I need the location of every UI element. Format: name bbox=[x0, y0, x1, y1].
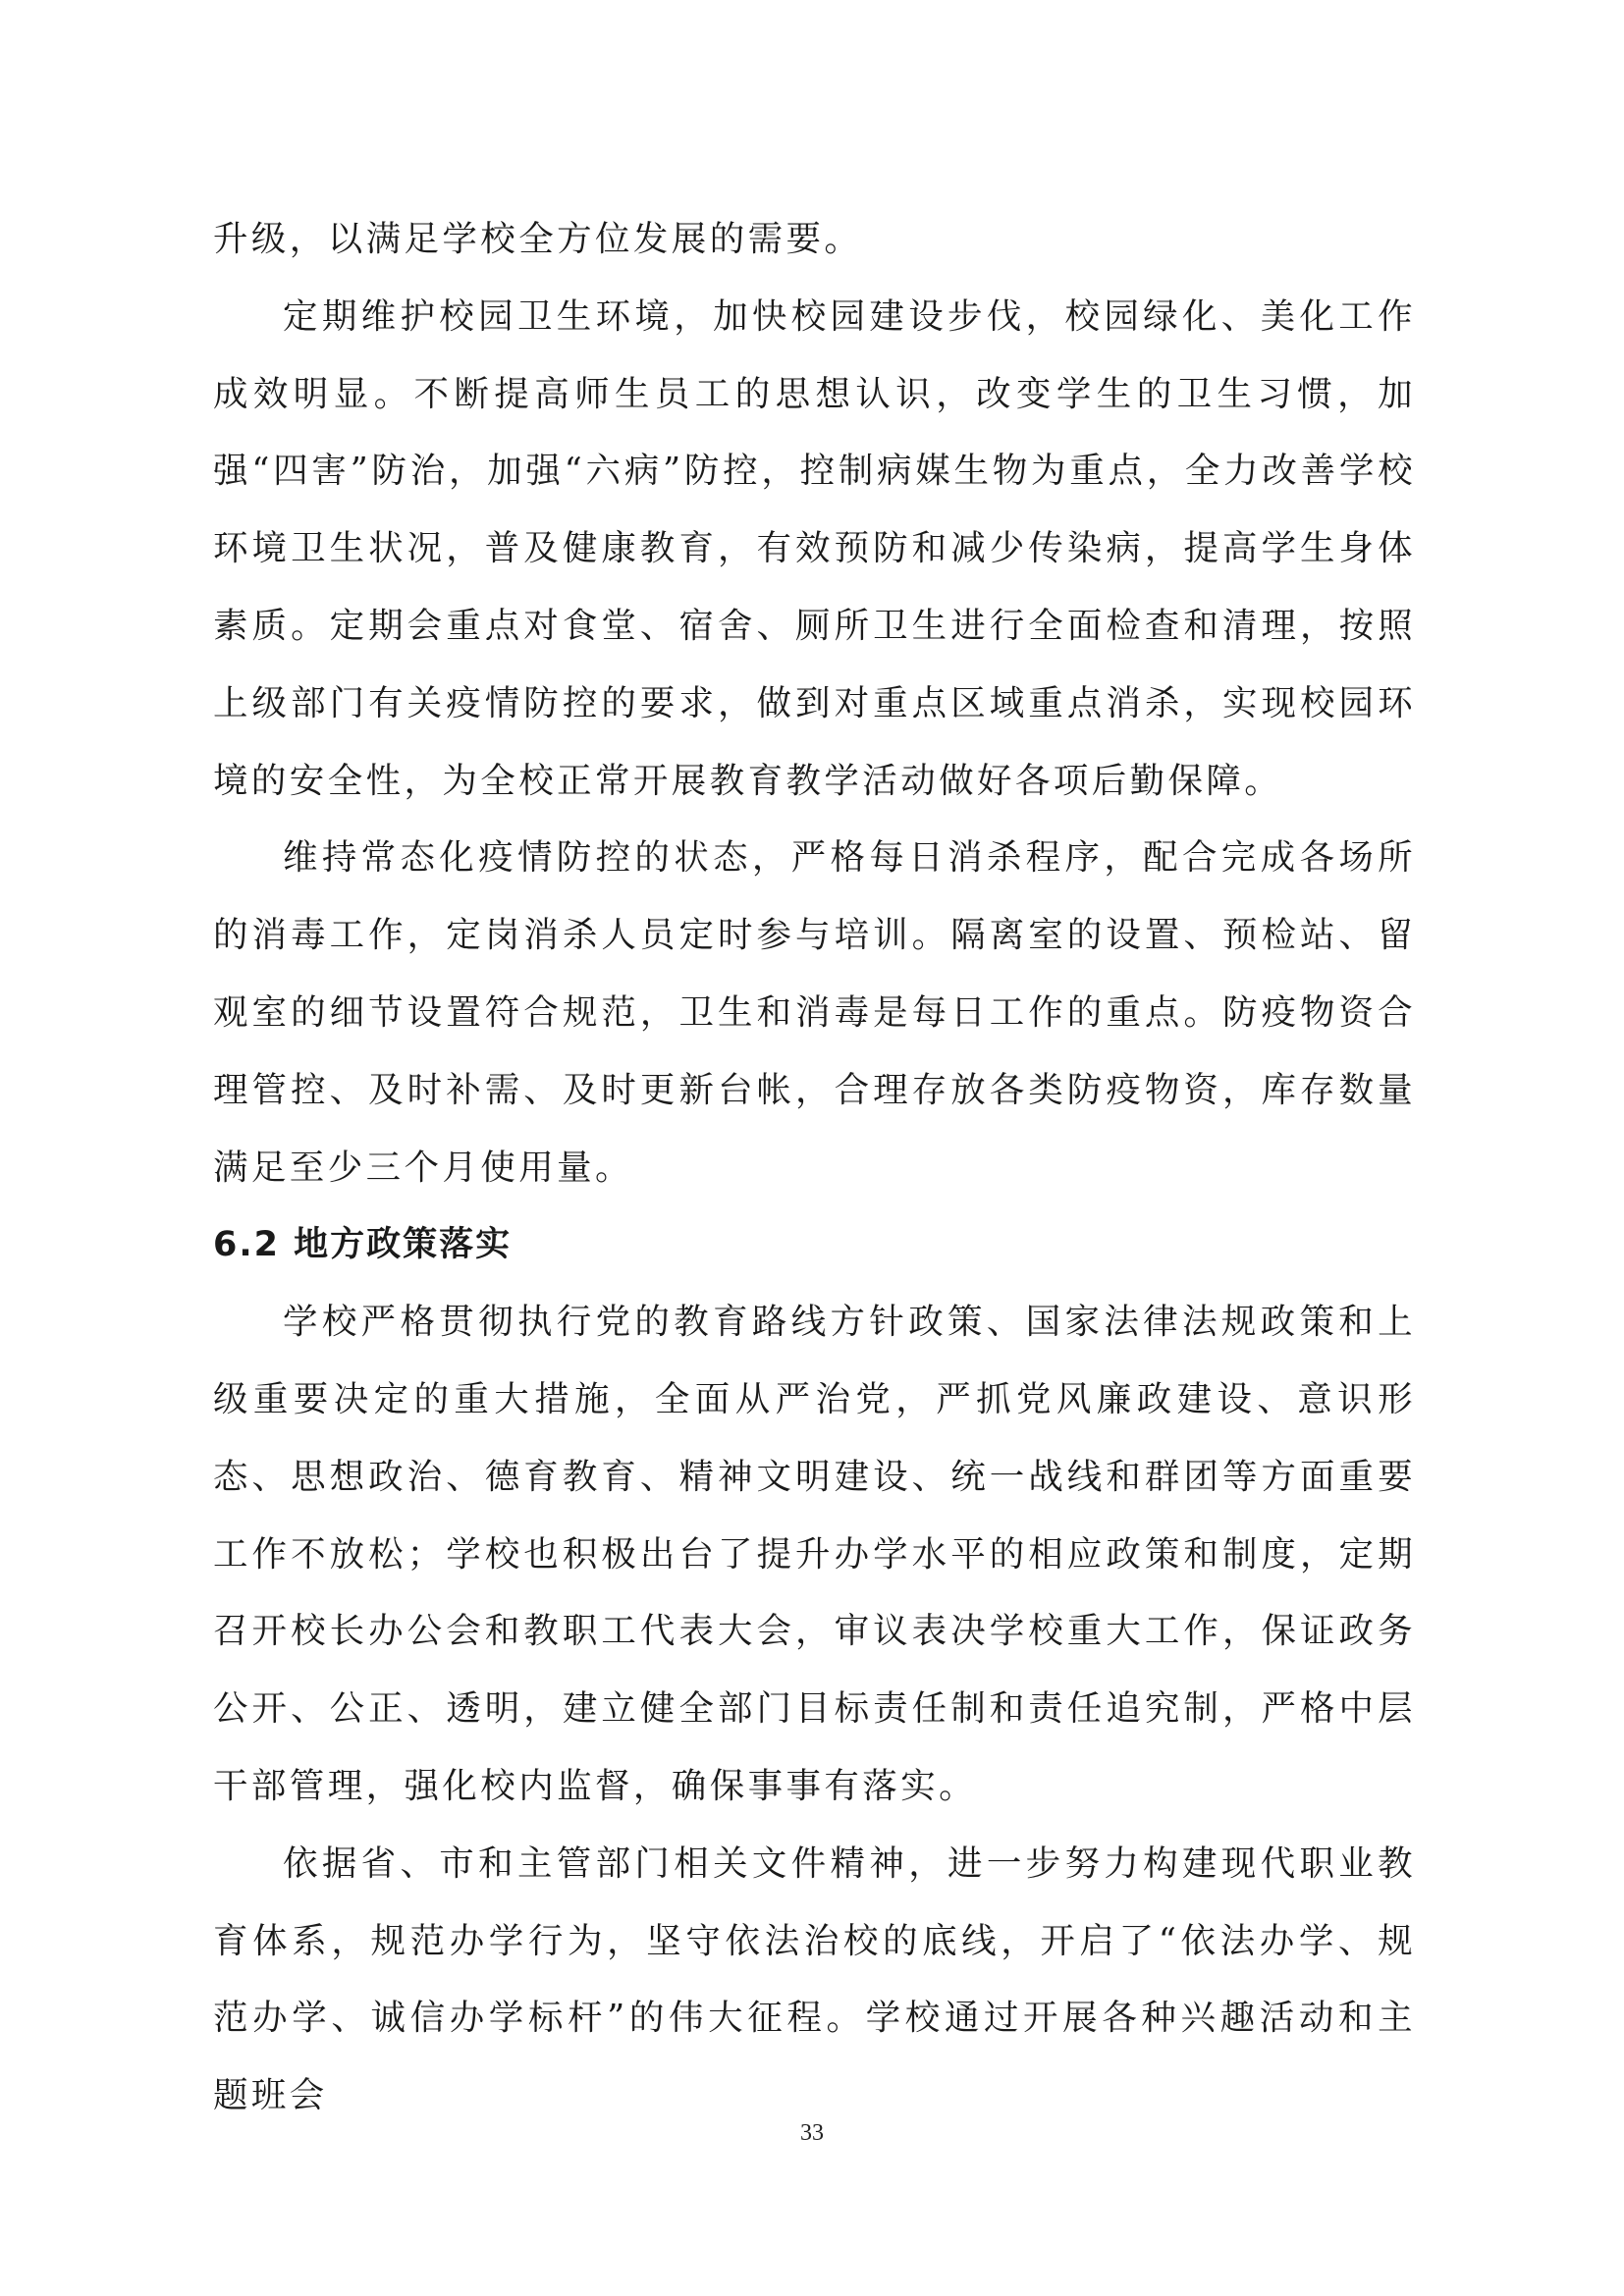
paragraph-epidemic-prevention: 维持常态化疫情防控的状态，严格每日消杀程序，配合完成各场所的消毒工作，定岗消杀人员定时参与培训。隔离室的设置、预检站、留观室的细节设置符合规范，卫生和消毒是每日工作的重点。防疫物资合理管控、及时补需、及时更新台帐，合理存放各类防疫物资，库存数量满足至少三个月使用量。 bbox=[213, 837, 1416, 1188]
section-heading: 6.2 地方政策落实 bbox=[213, 1225, 513, 1265]
paragraph-policy-implementation: 学校严格贯彻执行党的教育路线方针政策、国家法律法规政策和上级重要决定的重大措施，全面从严治党，严抓党风廉政建设、意识形态、思想政治、德育教育、精神文明建设、统一战线和群团等方面重要工作不放松；学校也积极出台了提升办学水平的相应政策和制度，定期召开校长办公会和教职工代表大会，审议表决学校重大工作，保证政务公开、公正、透明，建立健全部门目标责任制和责任追究制，严格中层干部管理，强化校内监督，确保事事有落实。 bbox=[213, 1302, 1416, 1806]
paragraph-campus-hygiene: 定期维护校园卫生环境，加快校园建设步伐，校园绿化、美化工作成效明显。不断提高师生员工的思想认识，改变学生的卫生习惯，加强“四害”防治，加强“六病”防控，控制病媒生物为重点，全力改善学校环境卫生状况，普及健康教育，有效预防和减少传染病，提高学生身体素质。定期会重点对食堂、宿舍、厕所卫生进行全面检查和清理，按照上级部门有关疫情防控的要求，做到对重点区域重点消杀，实现校园环境的安全性，为全校正常开展教育教学活动做好各项后勤保障。 bbox=[213, 295, 1416, 801]
body-text bbox=[213, 201, 1416, 2135]
page-number: 33 bbox=[800, 2120, 824, 2146]
paragraph-continued: 升级，以满足学校全方位发展的需要。 bbox=[213, 219, 863, 259]
paragraph-vocational-education: 依据省、市和主管部门相关文件精神，进一步努力构建现代职业教育体系，规范办学行为，坚守依法治校的底线，开启了“依法办学、规范办学、诚信办学标杆”的伟大征程。学校通过开展各种兴趣活动和主题班会 bbox=[213, 1842, 1416, 2116]
